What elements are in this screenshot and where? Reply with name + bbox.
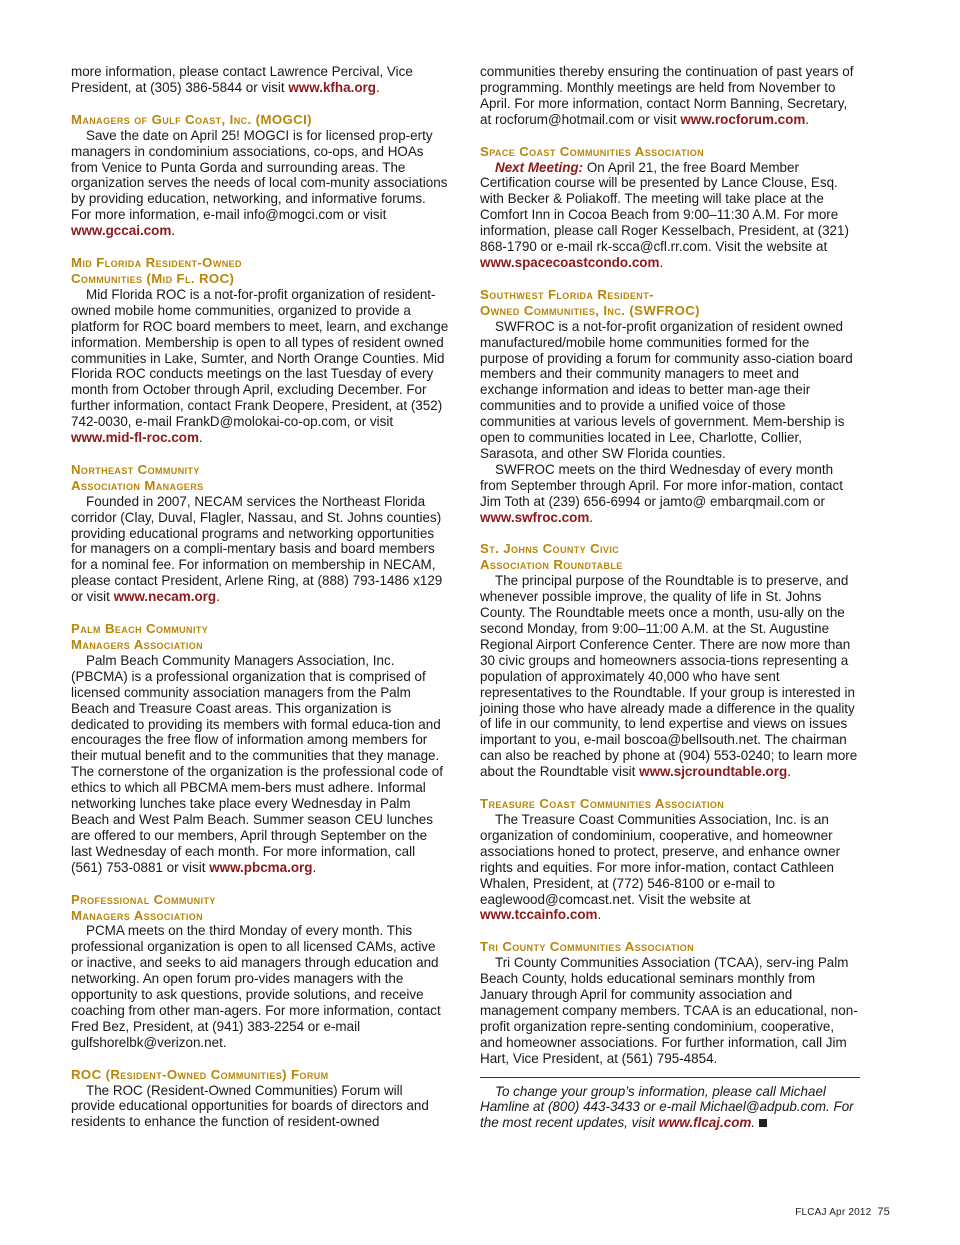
pcma-heading: Professional Community Managers Association [71, 891, 216, 923]
mogci-text: Save the date on April 25! MOGCI is for licensed prop-erty managers in condominium associations, co-ops, and HOAs from Venice to Punta Gorda and surrounding areas. The organization serves the needs of local com-munity associations by providing education, networking, and informative forums. For more information, e-mail info@mogci.com or visit www.gccai.com. [71, 127, 448, 239]
pbcma-section [71, 621, 449, 876]
tccainfo-link[interactable]: www.tccainfo.com [480, 907, 598, 923]
mogci-section [71, 112, 449, 239]
necam-heading: Northeast Community Association Managers [71, 461, 204, 493]
midfl-link[interactable]: www.mid-fl-roc.com [71, 430, 199, 446]
tricounty-text: Tri County Communities Association (TCAA), serv-ing Palm Beach County, holds educational seminars monthly from January through April for community association and management company members. TCAA is an educational, non-profit organization repre-senting condominium, cooperative, and homeowner associations. For further information, call Jim Hart, Vice President, at (561) 795-4854. [480, 955, 858, 1066]
pcma-section [71, 892, 449, 1051]
end-mark-icon [759, 1119, 767, 1127]
tricounty-section [480, 939, 860, 1066]
spacecoast-link[interactable]: www.spacecoastcondo.com [480, 254, 660, 270]
left-column [71, 64, 449, 1146]
swfroc-link[interactable]: www.swfroc.com [480, 509, 590, 525]
closing-note [480, 1077, 860, 1132]
sjcroundtable-link[interactable]: www.sjcroundtable.org [639, 764, 788, 780]
mogci-heading: Managers of Gulf Coast, Inc. (MOGCI) [71, 111, 312, 127]
pbcma-text: Palm Beach Community Managers Association, Inc. (PBCMA) is a professional organization that is comprised of licensed community association managers from the Palm Beach and Treasure Coast areas. This organization is dedicated to providing its members with formal educa-tion and encourages the free flow of information among members for their mutual benefit and to the communities that they manage. The cornerstone of the organization is the professional code of ethics to which all PBCMA mem-bers must adhere. Informal networking lunches take place every Wednesday in Palm Beach and West Palm Beach. Summer season CEU lunches are offered to our members, April through September on the last Wednesday of each month. For more information, call (561) 753-0881 or visit www.pbcma.org. [71, 652, 443, 875]
stjohns-text: The principal purpose of the Roundtable is to preserve, and whenever possible improve, the quality of life in St. Johns County. The Roundtable meets once a month, usu-ally on the second Monday, from 9:00–11:00 A.M. at the St. Augustine Regional Airport Conference Center. There are now more than 30 civic groups and homeowners associa-tions representing a population of approximately 40,000 who have sent representatives to the Roundtable. If your group is interested in joining those who have already made a difference in the quality of life in our community, to lend expertise and views on issues important to you, e-mail boscoa@bellsouth.net. The chairman can also be reached by phone at (904) 553-0240; to learn more about the Roundtable visit www.sjcroundtable.org. [480, 573, 858, 780]
pbcma-link[interactable]: www.pbcma.org [209, 859, 313, 875]
spacecoast-heading: Space Coast Communities Association [480, 143, 705, 159]
issue-date: Apr 2012 [829, 1207, 872, 1218]
closing-text: To change your group’s information, please call Michael Hamline at (800) 443-3433 or e-mail Michael@adpub.com. For the most recent updates, visit www.flcaj.com. [480, 1083, 854, 1131]
necam-link[interactable]: www.necam.org [113, 589, 217, 605]
pcma-text: PCMA meets on the third Monday of every month. This professional organization is open to all licensed CAMs, active or inactive, and seeks to aid managers through education and networking. An open forum pro-vides managers with the opportunity to ask questions, provide solutions, and receive coaching from other man-agers. For more information, contact Fred Bez, President, at (941) 383-2254 or e-mail gulfshorelbk@verizon.net. [71, 923, 441, 1050]
intro-section [71, 64, 449, 96]
swfroc-text-2: SWFROC meets on the third Wednesday of every month from September through April. For more infor-mation, contact Jim Toth at (239) 656-6994 or jamto@ embarqmail.com or www.swfroc.com. [480, 461, 843, 525]
pbcma-heading: Palm Beach Community Managers Association [71, 621, 209, 652]
treasure-heading: Treasure Coast Communities Association [480, 796, 725, 812]
next-meeting-label: Next Meeting: [495, 159, 584, 175]
right-column [480, 64, 860, 1131]
rocforum-section [71, 1067, 449, 1131]
spacecoast-section [480, 144, 860, 271]
page-number: 75 [877, 1206, 890, 1218]
gccai-link[interactable]: www.gccai.com [71, 223, 172, 239]
rocforum-link[interactable]: www.rocforum.com [680, 111, 806, 127]
spacecoast-text: Next Meeting: On April 21, the free Board Member Certification course will be presented by Lance Clouse, Esq. with Becker & Poliakoff. The meeting will take place at the Comfort Inn in Cocoa Beach from 9:00–11:30 A.M. For more information, please call Roger Kesselbach, President, at (321) 868-1790 or e-mail rk-scca@cfl.rr.com. Visit the website at www.spacecoastcondo.com. [480, 159, 849, 270]
swfroc-heading: Southwest Florida Resident- Owned Communities, Inc. (SWFROC) [480, 286, 700, 318]
midfl-heading: Mid Florida Resident-Owned Communities (Mid Fl. ROC) [71, 255, 242, 286]
necam-text: Founded in 2007, NECAM services the Northeast Florida corridor (Clay, Duval, Flagler, Nassau, and St. Johns counties) providing educational programs and networking opportunities for managers on a compli-mentary basis and board members for a nominal fee. For information on membership in NECAM, please contact President, Arlene Ring, at (888) 793-1486 x129 or visit www.necam.org. [71, 493, 443, 605]
roc-continued-text: communities thereby ensuring the continuation of past years of programming. Monthly meetings are held from November to April. For more information, contact Norm Banning, Secretary, at rocforum@hotmail.com or visit www.rocforum.com. [480, 64, 854, 127]
midfl-section [71, 255, 449, 446]
publication-name: FLCAJ [795, 1207, 827, 1218]
flcaj-link[interactable]: www.flcaj.com [658, 1115, 752, 1131]
swfroc-text-1: SWFROC is a not-for-profit organization of resident owned manufactured/mobile home communities formed for the purpose of providing a forum for community asso-ciation board members and their community managers to meet and exchange information and ideas to better man-age their communities and to provide a unified voice of those communities at various levels of government. Mem-bership is open to communities located in Lee, Charlotte, Collier, Sarasota, and other SW Florida counties. [480, 318, 853, 461]
page-footer [795, 1206, 890, 1218]
stjohns-section [480, 541, 860, 780]
necam-section [71, 462, 449, 605]
tricounty-heading: Tri County Communities Association [480, 939, 695, 955]
roc-continued-section [480, 64, 860, 128]
rocforum-text: The ROC (Resident-Owned Communities) Forum will provide educational opportunities for boards of directors and residents to enhance the function of resident-owned [71, 1082, 429, 1130]
swfroc-section [480, 287, 860, 526]
intro-text: more information, please contact Lawrence Percival, Vice President, at (305) 386-5844 or visit www.kfha.org. [71, 64, 413, 95]
rocforum-heading: ROC (Resident-Owned Communities) Forum [71, 1066, 329, 1082]
kfha-link[interactable]: www.kfha.org [288, 79, 376, 95]
treasure-section [480, 796, 860, 923]
treasure-text: The Treasure Coast Communities Association, Inc. is an organization of condominium, cooperative, and homeowner associations honed to protect, preserve, and enhance owner rights and equities. For more infor-mation, contact Cathleen Whalen, President, at (772) 546-8100 or e-mail to eaglewood@comcast.net. Visit the website at www.tccainfo.com. [480, 811, 841, 923]
stjohns-heading: St. Johns County Civic Association Roundtable [480, 541, 623, 573]
midfl-text: Mid Florida ROC is a not-for-profit organization of resident-owned mobile home communities, organized to provide a platform for ROC board members to meet, learn, and exchange information. Membership is open to all types of resident owned communities in Lake, Sumter, and North Orange Counties. Mid Florida ROC conducts meetings on the last Tuesday of every month from October through April, excluding December. For further information, contact Frank Deopere, President, at (352) 742-0030, e-mail FrankD@molokai-co-op.com, or visit www.mid-fl-roc.com. [71, 286, 449, 446]
